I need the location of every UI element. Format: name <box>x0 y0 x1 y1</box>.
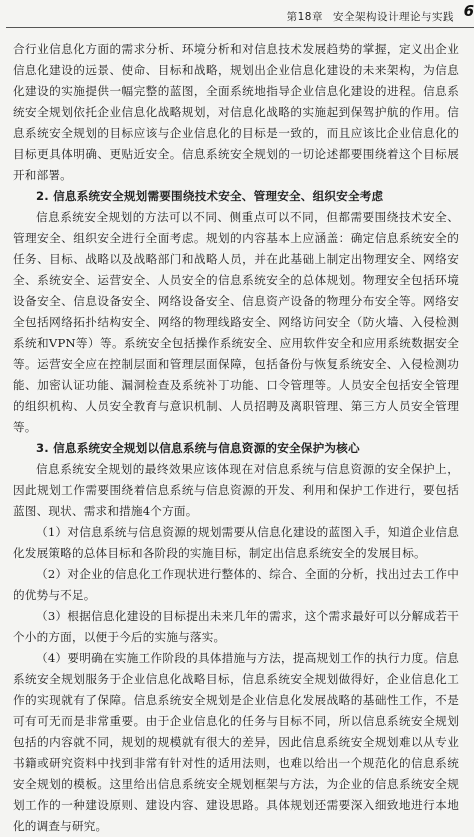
list-item-1: （1）对信息系统与信息资源的规划需要从信息化建设的蓝图入手，知道企业信息化发展策略的总体目标和各阶段的实施目标，制定出信息系统安全的发展目标。 <box>13 525 459 560</box>
chapter-label: 第18章 <box>286 11 323 23</box>
paragraph-continuation: 合行业信息化方面的需求分析、环境分析和对信息技术发展趋势的掌握，定义出企业信息化建设的远景、使命、目标和战略，规划出企业信息化建设的未来架构，为信息化建设的实施提供一幅完整的蓝图，全面系统地指导企业信息化建设的进程。信息系统安全规划依托企业信息化战略规划，对信息化战略的实施起到保驾护航的作用。信息系统安全规划的目标应该与企业信息化的目标是一致的，而且应该比企业信息化的目标更具体明确、更贴近安全。信息系统安全规划的一切论述都要围绕着这个目标展开和部署。 <box>13 42 459 182</box>
section-heading-3: 3. 信息系统安全规划以信息系统与信息资源的安全保护为核心 <box>36 441 360 455</box>
page-header <box>0 0 474 30</box>
paragraph-3: 信息系统安全规划的最终效果应该体现在对信息系统与信息资源的安全保护上，因此规划工作需要围绕着信息系统与信息资源的开发、利用和保护工作进行，要包括蓝图、现状、需求和措施4个方面。 <box>13 462 459 518</box>
page-body <box>13 39 459 837</box>
paragraph-2: 信息系统安全规划的方法可以不同、侧重点可以不同，但都需要围绕技术安全、管理安全、组织安全进行全面考虑。规划的内容基本上应涵盖：确定信息系统安全的任务、目标、战略以及战略部门和战略人员，并在此基础上制定出物理安全、网络安全、系统安全、运营安全、人员安全的信息系统安全的总体规划。物理安全包括环境设备安全、信息设备安全、网络设备安全、信息资产设备的物理分布安全等。网络安全包括网络拓扑结构安全、网络的物理线路安全、网络访问安全（防火墙、入侵检测系统和VPN等）等。系统安全包括操作系统安全、应用软件安全和应用系统数据安全等。运营安全应在控制层面和管理层面保障，包括备份与恢复系统安全、入侵检测功能、加密认证功能、漏洞检查及系统补丁功能、口令管理等。人员安全包括安全管理的组织机构、人员安全教育与意识机制、人员招聘及离职管理、第三方人员安全管理等。 <box>13 210 459 434</box>
chapter-title: 安全架构设计理论与实践 <box>333 11 454 23</box>
running-header <box>287 9 454 24</box>
header-divider <box>6 27 474 28</box>
section-heading-2: 2. 信息系统安全规划需要围绕技术安全、管理安全、组织安全考虑 <box>36 189 384 203</box>
list-item-2: （2）对企业的信息化工作现状进行整体的、综合、全面的分析，找出过去工作中的优势与不足。 <box>13 567 459 602</box>
list-item-3: （3）根据信息化建设的目标提出未来几年的需求，这个需求最好可以分解成若干个小的方面，以便于今后的实施与落实。 <box>13 609 459 644</box>
page-number: 6 <box>463 2 474 20</box>
list-item-4: （4）要明确在实施工作阶段的具体措施与方法，提高规划工作的执行力度。信息系统安全规划服务于企业信息化战略目标，信息系统安全规划做得好，企业信息化工作的实现就有了保障。信息系统安全规划是企业信息化发展战略的基础性工作，不是可有可无而是非常重要。由于企业信息化的任务与目标不同，所以信息系统安全规划包括的内容就不同，规划的规模就有很大的差异，因此信息系统安全规划难以从专业书籍或研究资料中找到非常有针对性的适用法则，也难以给出一个规范化的信息系统安全规划的模板。这里给出信息系统安全规划框架与方法，为企业的信息系统安全规划工作的一种建设原则、建设内容、建设思路。具体规划还需要深入细致地进行本地化的调查与研究。 <box>13 651 459 833</box>
